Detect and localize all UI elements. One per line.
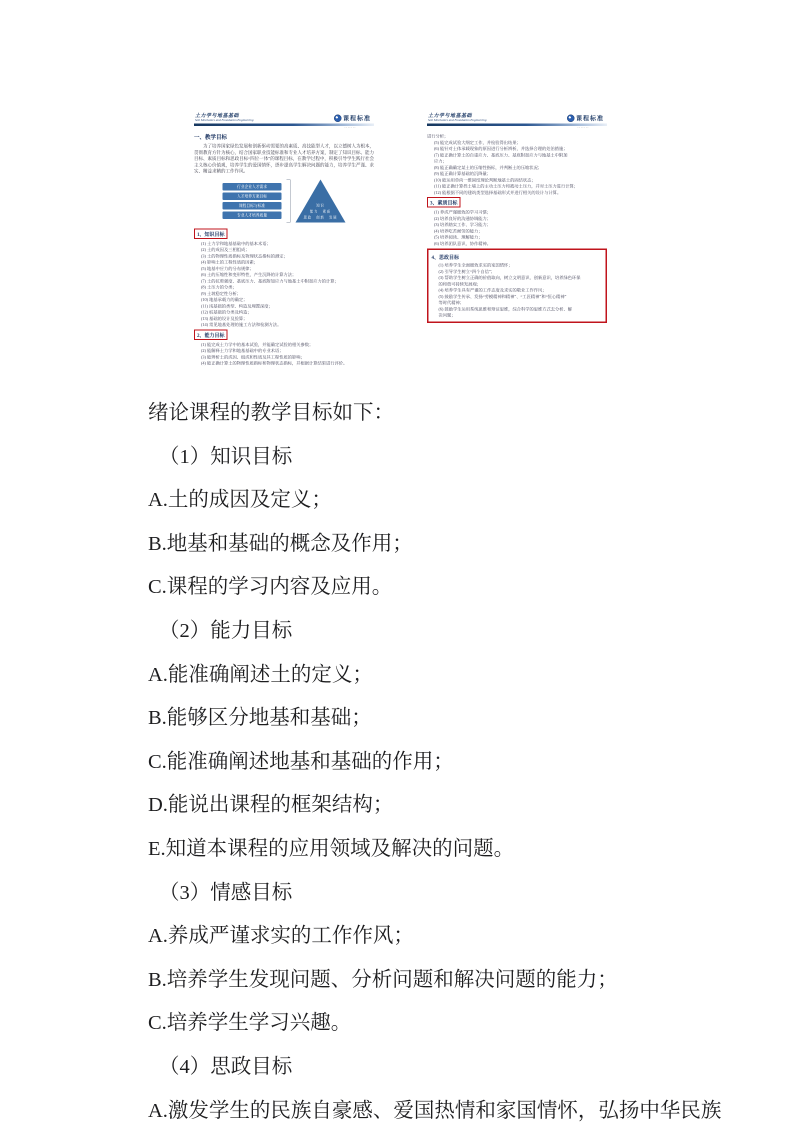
body-line: A.能准确阐述土的定义；	[148, 663, 373, 686]
ideology-highlight-box	[427, 249, 607, 323]
doc-line: (3) 土的物理性质指标及物理状态指标的测定；	[201, 253, 288, 259]
mini-page-header	[194, 112, 374, 123]
continuation-line: 进行分析；	[427, 133, 449, 139]
doc-line: (5) 鼓励学生传承、发扬“劳模精神和精神”、“工匠精神”和“恒心精神”	[438, 293, 567, 299]
doc-line: (6) 鼓励学生运用系统思维和辩证思维，综合科学的思维方式去分析、解	[438, 306, 573, 312]
doc-line: (1) 能完成土力学中的基本试验，并能确定试验的相关参数；	[201, 341, 314, 347]
ideology-items-list	[432, 262, 603, 318]
doc-line: (12) 能根据不同的建筑类型选择基础形式并进行相关的设计与计算。	[434, 189, 562, 195]
body-line: （1）知识目标	[159, 445, 293, 468]
body-line: B.能够区分地基和基础；	[148, 707, 372, 730]
doc-line: (11) 能正确计算挡土墙上的主动土压力和被动土压力，并对土压力进行计算；	[434, 183, 578, 189]
doc-line: (5) 培养阅读、理解能力；	[434, 234, 483, 240]
body-line: E.知道本课程的应用领域及解决的问题。	[148, 837, 515, 860]
pyramid-diagram	[296, 179, 346, 222]
doc-line: (3) 能辨析土的成因、组成和性质及其工程性质的影响；	[201, 354, 305, 360]
body-line: B.地基和基础的概念及作用；	[148, 532, 413, 555]
doc-line: (5) 能完成试验大纲定工作，并检验得出结果；	[434, 139, 521, 145]
objectives-diagram	[194, 178, 374, 224]
doc-line: (9) 能正确计算基础的沉降量；	[434, 171, 492, 176]
pyramid-label-list	[296, 179, 346, 222]
doc-line: (14) 常见地基处理的施工方法和检测方法。	[201, 322, 282, 327]
doc-line: (3) 帮助学生树立正确的价值取向，树立文明意识、创新意识，培养绿色环保	[438, 275, 581, 280]
knowledge-items-list	[194, 240, 374, 328]
brand-subtitle: Soil Mechanics and Foundation Engineering	[428, 118, 487, 122]
doc-line: (4) 培养吃苦耐劳的能力；	[434, 228, 483, 234]
brand-block	[195, 113, 253, 123]
doc-line: 的和谐可持续发展观；	[438, 281, 482, 287]
doc-line: (10) 能运用单向一维固结理论判断地基土的固结状态；	[434, 177, 536, 183]
diagram-box-list	[223, 183, 282, 219]
doc-line: (7) 能正确计算土的自重应力、基底压力、基底附加应力与地基土中附加	[434, 152, 568, 158]
logo-label: 课程标准	[342, 115, 371, 122]
ability-items-continued-list	[427, 139, 607, 195]
pyramid-label: 思政 创新 发展	[303, 215, 338, 220]
brand-title: 土力学与地基基础	[428, 113, 472, 119]
doc-line: (6) 培养团队意识、协作精神。	[434, 240, 492, 246]
doc-line: 决问题；	[438, 312, 456, 318]
doc-line: (13) 基础的设计及验算；	[201, 315, 248, 321]
course-standard-logo	[567, 114, 606, 123]
body-line: （4）思政目标	[159, 1055, 293, 1078]
doc-line: (8) 能正确确定某土的压缩性指标，并判断土的压缩状况；	[434, 164, 543, 170]
doc-line: 应力；	[434, 158, 447, 164]
doc-line: (1) 培养学生全面细致求实的家国情怀；	[438, 262, 513, 268]
mini-page-header	[427, 112, 607, 123]
doc-line: (1) 养成严谨细致的学习习惯；	[434, 209, 492, 215]
body-line: A.养成严谨求实的工作作风；	[148, 925, 414, 948]
doc-line: (1) 土力学和地基基础中的基本术语；	[201, 240, 271, 246]
diagram-bracket	[287, 179, 291, 222]
embedded-image-right[interactable]	[427, 112, 607, 382]
pyramid-label: 知识	[316, 203, 325, 208]
doc-line: (4) 能正确计算土的物理性质指标和物理状态指标，并根据计算结果进行评价。	[201, 360, 348, 366]
body-text	[148, 392, 748, 1123]
doc-line: 等时代精神；	[438, 300, 465, 305]
diagram-box: 人才培养方案目标	[223, 192, 282, 200]
body-line: 绪论课程的教学目标如下：	[148, 402, 394, 424]
body-line: C.能准确阐述地基和基础的作用；	[148, 750, 454, 773]
header-bar-dots: ·······	[577, 125, 589, 130]
ability-items-list	[194, 341, 374, 366]
body-line: A.土的成因及定义；	[148, 489, 332, 512]
ideology-objectives-label: 4、思政目标	[431, 255, 459, 261]
body-line: （2）能力目标	[159, 619, 293, 642]
diagram-box: 专业人才培养质量	[223, 211, 282, 219]
embedded-image-left[interactable]	[194, 112, 374, 382]
doc-line: (4) 影响土的工程性质的因素；	[201, 259, 259, 265]
body-line: C.培养学生学习兴趣。	[148, 1012, 352, 1035]
doc-line: (11) 浅基础的类型、构造及埋置深度；	[201, 303, 273, 309]
doc-line: (2) 土的成因及三相组成；	[201, 247, 250, 252]
brand-title: 土力学与地基基础	[195, 113, 239, 119]
knowledge-objectives-label: 1、知识目标	[194, 228, 228, 239]
diagram-box: 行业企业人才需求	[223, 183, 282, 191]
doc-line: (4) 培养学生具有严谨的工作态度及求实的敬业工作作风；	[438, 287, 547, 293]
doc-line: (3) 培养踏实工作、学习能力；	[434, 222, 492, 227]
body-line: D.能说出课程的框架结构；	[148, 794, 394, 817]
course-standard-logo	[334, 114, 373, 123]
body-line: C.课程的学习内容及应用。	[148, 576, 393, 599]
doc-line: (2) 能解释土力学和地基基础中的专业术语；	[201, 348, 284, 353]
quality-objectives-label: 3、素质目标	[427, 197, 461, 208]
doc-line: (12) 桩基础的分类及构造；	[201, 309, 252, 315]
doc-line: (5) 地基中应力的分布规律；	[201, 265, 254, 271]
pyramid-label: 能力 素质	[309, 209, 332, 214]
ability-objectives-label: 2、能力目标	[194, 329, 228, 340]
doc-line: (7) 土的抗剪强度、基底压力、基底附加应力与地基土中附加应力的计算；	[201, 278, 339, 284]
doc-line: (6) 土的压缩性和变形特性，产生沉降的计算方法；	[201, 272, 297, 277]
globe-logo-icon	[567, 115, 575, 123]
body-line: （3）情感目标	[159, 881, 293, 904]
doc-line: (6) 能针对土体承载现象的原因进行分析辨析，并选择合理的处治措施；	[434, 146, 568, 151]
brand-subtitle: Soil Mechanics and Foundation Engineering	[195, 118, 254, 122]
brand-block	[428, 113, 486, 123]
quality-items-list	[427, 209, 607, 247]
doc-line: (2) 引导学生树立“四个自信”；	[438, 268, 496, 274]
doc-line: (10) 地基承载力的确定；	[201, 297, 248, 302]
body-line: B.培养学生发现问题、分析问题和解决问题的能力；	[148, 968, 618, 991]
body-line: A.激发学生的民族自豪感、爱国热情和家国情怀，弘扬中华民族	[148, 1099, 722, 1122]
header-bar-dots: ·······	[344, 125, 356, 130]
globe-logo-icon	[334, 115, 342, 123]
doc-line: (2) 培养良好的沟通协调能力；	[434, 215, 492, 221]
doc-line: (8) 土压力的分类；	[201, 284, 237, 290]
diagram-box: 课程目标与标准	[223, 202, 282, 210]
logo-label: 课程标准	[575, 115, 604, 122]
doc-line: (9) 土坡稳定性分析；	[201, 290, 242, 296]
intro-paragraph: 为了培养国家绿色发展和创新驱动需要的高素质、高技能型人才，以立德树人为根本，贯彻教育方针为核心，结合国家职业技能标准和专业人才培养方案，制定了知识目标、能力目标、素质目标和思政目标“四位一体”的课程目标，在教学过程中，积极引导学生践行社会主义核心价值观，培养学生的爱国情怀，逐步提高学生解决问题的能力，培养学生严谨、求实、精益求精的工作作风。	[194, 143, 374, 174]
section-heading: 一、教学目标	[194, 134, 227, 141]
